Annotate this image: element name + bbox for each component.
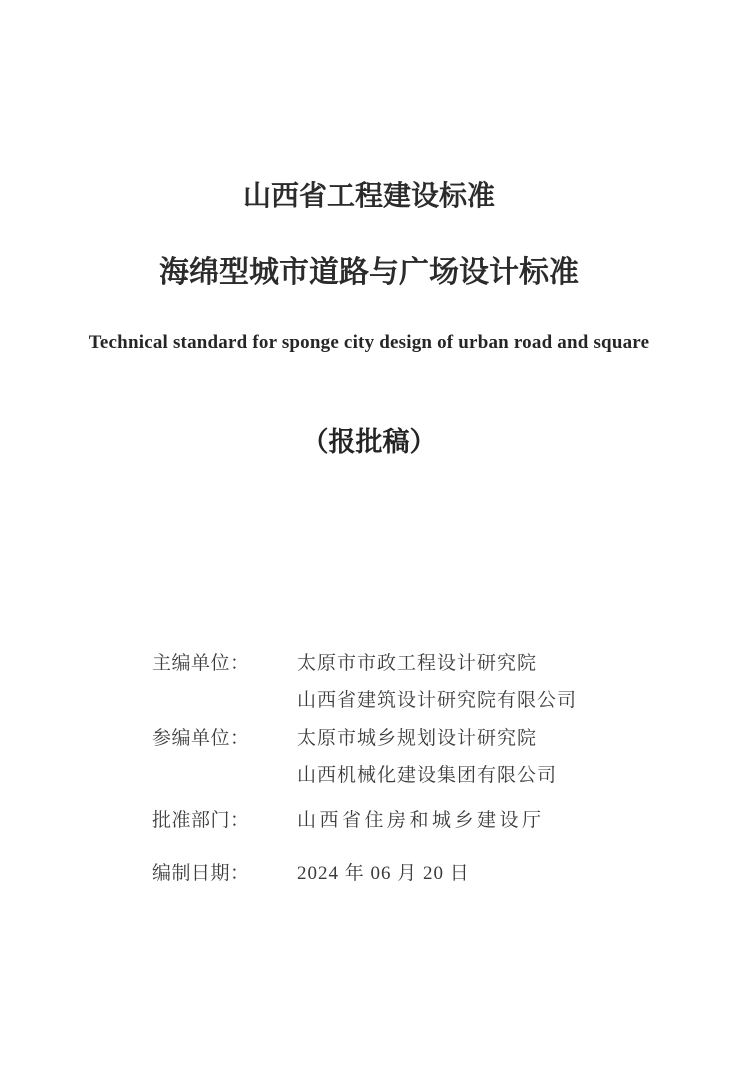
approval-department-org: 山西省住房和城乡建设厅 <box>297 810 545 831</box>
approval-department-label: 批准部门： <box>152 810 250 831</box>
compilation-date-row <box>0 862 738 886</box>
standard-title-en: Technical standard for sponge city design of urban road and square <box>88 332 650 353</box>
chief-editor-label: 主编单位： <box>152 653 250 674</box>
standard-title-cn: 海绵型城市道路与广场设计标准 <box>159 256 579 289</box>
compilation-date-label: 编制日期： <box>152 863 250 884</box>
chief-editor-row-continued <box>0 689 738 713</box>
chief-editor-org-2: 山西省建筑设计研究院有限公司 <box>297 690 578 711</box>
co-editor-org-2: 山西机械化建设集团有限公司 <box>297 765 558 786</box>
draft-status-note: （报批稿） <box>301 427 437 457</box>
chief-editor-org-1: 太原市市政工程设计研究院 <box>297 653 538 674</box>
co-editor-org-1: 太原市城乡规划设计研究院 <box>297 728 538 749</box>
standard-category-title: 山西省工程建设标准 <box>242 180 495 211</box>
approval-department-row <box>0 809 738 833</box>
co-editor-row <box>0 727 738 751</box>
co-editor-label: 参编单位： <box>152 728 250 749</box>
co-editor-row-continued <box>0 764 738 788</box>
chief-editor-row <box>0 652 738 676</box>
compilation-date-value: 2024 年 06 月 20 日 <box>297 863 470 884</box>
